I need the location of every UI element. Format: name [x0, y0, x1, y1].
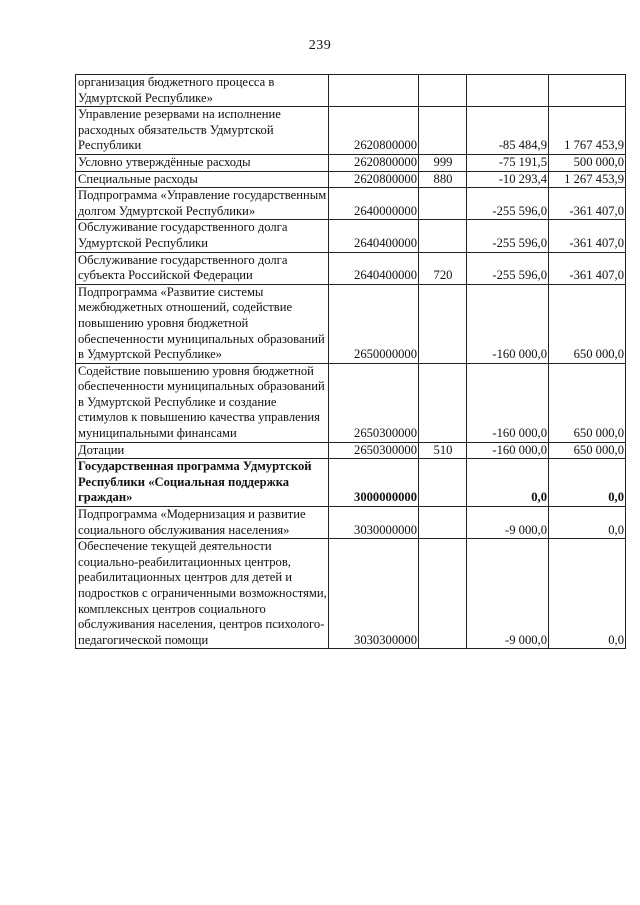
expense-type-cell — [419, 284, 467, 363]
amount-change-cell: -160 000,0 — [467, 284, 549, 363]
amount-change-cell: -255 596,0 — [467, 188, 549, 220]
row-name-cell: Обеспечение текущей деятельности социально-реабилитационных центров, реабилитационных центров для детей и подростков с ограниченными возможностями, комплексных центров социального обслуживания населения, центров психолого-педагогической помощи — [76, 539, 329, 649]
row-name-cell: Обслуживание государственного долга Удмуртской Республики — [76, 220, 329, 252]
target-code-cell: 3030000000 — [329, 507, 419, 539]
row-name-cell: Подпрограмма «Модернизация и развитие социального обслуживания населения» — [76, 507, 329, 539]
row-name-cell: Государственная программа Удмуртской Республики «Социальная поддержка граждан» — [76, 459, 329, 507]
row-name-cell: организация бюджетного процесса в Удмуртской Республике» — [76, 75, 329, 107]
target-code-cell: 2620800000 — [329, 107, 419, 155]
table-row — [76, 442, 626, 459]
target-code-cell: 2640400000 — [329, 252, 419, 284]
table-row — [76, 459, 626, 507]
table-row — [76, 252, 626, 284]
amount-change-cell — [467, 75, 549, 107]
target-code-cell: 2650300000 — [329, 363, 419, 442]
expense-type-cell — [419, 507, 467, 539]
expense-type-cell: 510 — [419, 442, 467, 459]
amount-total-cell: -361 407,0 — [549, 188, 626, 220]
amount-change-cell: -9 000,0 — [467, 539, 549, 649]
expense-type-cell: 880 — [419, 171, 467, 188]
amount-total-cell: -361 407,0 — [549, 252, 626, 284]
amount-total-cell: 1 267 453,9 — [549, 171, 626, 188]
budget-table-body — [76, 75, 626, 649]
target-code-cell: 3030300000 — [329, 539, 419, 649]
expense-type-cell: 720 — [419, 252, 467, 284]
table-row — [76, 188, 626, 220]
amount-total-cell: 0,0 — [549, 539, 626, 649]
amount-change-cell: -85 484,9 — [467, 107, 549, 155]
table-row — [76, 284, 626, 363]
expense-type-cell — [419, 75, 467, 107]
amount-change-cell: -255 596,0 — [467, 220, 549, 252]
amount-total-cell: -361 407,0 — [549, 220, 626, 252]
row-name-cell: Управление резервами на исполнение расходных обязательств Удмуртской Республики — [76, 107, 329, 155]
amount-total-cell: 1 767 453,9 — [549, 107, 626, 155]
amount-total-cell: 650 000,0 — [549, 363, 626, 442]
target-code-cell: 2640000000 — [329, 188, 419, 220]
amount-change-cell: -75 191,5 — [467, 154, 549, 171]
target-code-cell: 2650300000 — [329, 442, 419, 459]
expense-type-cell — [419, 220, 467, 252]
row-name-cell: Условно утверждённые расходы — [76, 154, 329, 171]
target-code-cell: 2620800000 — [329, 154, 419, 171]
amount-total-cell: 650 000,0 — [549, 442, 626, 459]
row-name-cell: Подпрограмма «Развитие системы межбюджетных отношений, содействие повышению уровня бюджетной обеспеченности муниципальных образований в Удмуртской Республике» — [76, 284, 329, 363]
target-code-cell: 2620800000 — [329, 171, 419, 188]
expense-type-cell — [419, 188, 467, 220]
budget-table — [75, 74, 626, 649]
amount-change-cell: 0,0 — [467, 459, 549, 507]
target-code-cell — [329, 75, 419, 107]
amount-total-cell: 0,0 — [549, 507, 626, 539]
target-code-cell: 2650000000 — [329, 284, 419, 363]
table-row — [76, 507, 626, 539]
row-name-cell: Содействие повышению уровня бюджетной обеспеченности муниципальных образований в Удмуртской Республике и создание стимулов к повышению качества управления муниципальными финансами — [76, 363, 329, 442]
expense-type-cell — [419, 459, 467, 507]
table-row — [76, 220, 626, 252]
row-name-cell: Подпрограмма «Управление государственным долгом Удмуртской Республики» — [76, 188, 329, 220]
page-number: 239 — [308, 38, 332, 53]
amount-change-cell: -255 596,0 — [467, 252, 549, 284]
amount-total-cell: 650 000,0 — [549, 284, 626, 363]
table-row — [76, 75, 626, 107]
table-row — [76, 363, 626, 442]
target-code-cell: 3000000000 — [329, 459, 419, 507]
table-row — [76, 171, 626, 188]
row-name-cell: Обслуживание государственного долга субъекта Российской Федерации — [76, 252, 329, 284]
table-row — [76, 539, 626, 649]
expense-type-cell — [419, 363, 467, 442]
amount-change-cell: -160 000,0 — [467, 363, 549, 442]
amount-total-cell: 0,0 — [549, 459, 626, 507]
expense-type-cell — [419, 107, 467, 155]
expense-type-cell — [419, 539, 467, 649]
table-row — [76, 154, 626, 171]
expense-type-cell: 999 — [419, 154, 467, 171]
amount-total-cell: 500 000,0 — [549, 154, 626, 171]
amount-change-cell: -10 293,4 — [467, 171, 549, 188]
amount-change-cell: -160 000,0 — [467, 442, 549, 459]
row-name-cell: Дотации — [76, 442, 329, 459]
row-name-cell: Специальные расходы — [76, 171, 329, 188]
table-row — [76, 107, 626, 155]
target-code-cell: 2640400000 — [329, 220, 419, 252]
amount-total-cell — [549, 75, 626, 107]
amount-change-cell: -9 000,0 — [467, 507, 549, 539]
